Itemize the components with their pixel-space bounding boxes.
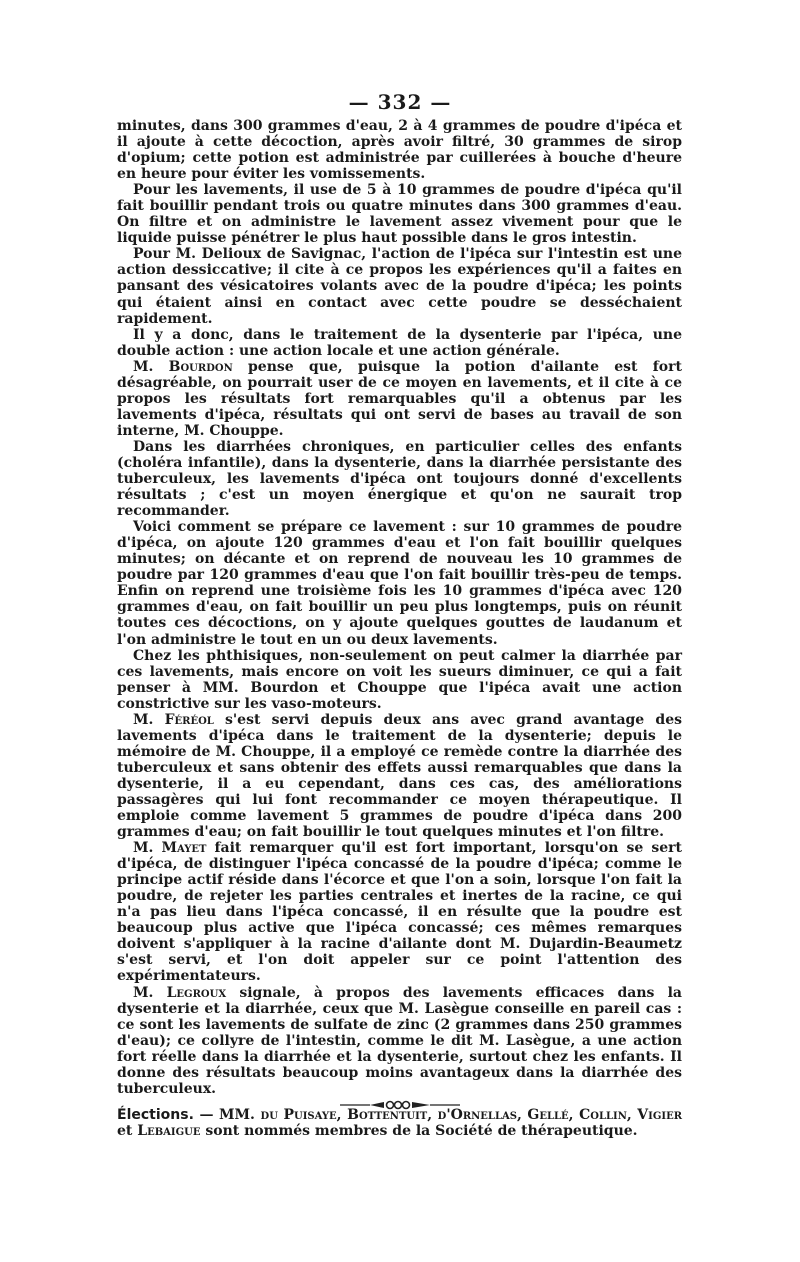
paragraph-fereol xyxy=(117,712,682,840)
speaker-name: M. Mayet xyxy=(133,840,207,857)
speaker-name: M. Bourdon xyxy=(133,358,233,375)
paragraph-diarrhees: Dans les diarrhées chroniques, en particulier celles des enfants (choléra infantile), dans la dysenterie, dans la diarrhée persistante des tuberculeux, les lavements d'ipéca ont toujours donné d'excellents résultats ; c'est un moyen énergique et qu'on ne saurait trop recommander. xyxy=(117,438,682,520)
elected-names: du Puisaye, Bottentuit, d'Ornellas, Gellé, Collin, Vigier xyxy=(260,1106,683,1123)
paragraph-text: fait remarquer qu'il est fort important, lorsqu'on se sert d'ipéca, de distinguer l'ipéca concassé de la poudre d'ipéca; comme le principe actif réside dans l'écorce et que l'on a soin, lorsque l'on fait la poudre, de rejeter les parties centrales et inertes de la racine, ce qui n'a pas lieu dans l'ipéca concassé, il en résulte que la poudre est beaucoup plus active que l'ipéca concassé; ces mêmes remarques doivent s'appliquer à la racine d'ailante dont M. Dujardin-Beaumetz s'est servi, et l'on doit appeler sur ce point l'attention des expérimentateurs. xyxy=(117,840,682,985)
speaker-name: M. Legroux xyxy=(133,984,227,1001)
paragraph-mayet xyxy=(117,840,682,984)
section-heading: Élections. xyxy=(117,1106,194,1123)
speaker-name: M. Féréol xyxy=(133,711,214,728)
paragraph-bourdon xyxy=(117,359,682,439)
elections-dash: — MM. xyxy=(193,1106,261,1123)
paragraph-delioux: Pour M. Delioux de Savignac, l'action de l'ipéca sur l'intestin est une action dessiccative; il cite à ce propos les expériences qu'il a faites en pansant des vésicatoires volants avec de la poudre d'ipéca; les points qui étaient ainsi en contact avec cette poudre se desséchaient rapidement. xyxy=(117,246,682,327)
paragraph-lavements: Pour les lavements, il use de 5 à 10 grammes de poudre d'ipéca qu'il fait bouillir pendant trois ou quatre minutes dans 300 grammes d'eau. On filtre et on administre le lavement assez vivement pour que le liquide puisse pénétrer le plus haut possible dans le gros intestin. xyxy=(117,182,682,247)
page-number: — 332 — xyxy=(348,90,452,114)
paragraph-legroux xyxy=(117,985,682,1097)
elections-text: sont nommés membres de la Société de thérapeutique. xyxy=(200,1122,638,1139)
article-body xyxy=(117,118,682,1139)
paragraph-text: signale, à propos des lavements efficaces dans la dysenterie et la diarrhée, ceux que M. Lasègue conseille en pareil cas : ce sont les lavements de sulfate de zinc (2 grammes dans 250 grammes d'eau); ce collyre de l'intestin, comme le dit M. Lasègue, a une action fort réelle dans la diarrhée et la dysenterie, surtout chez les enfants. Il donne des résultats beaucoup moins avantageux dans la diarrhée des tuberculeux. xyxy=(117,984,682,1097)
paragraph-phthisiques: Chez les phthisiques, non-seulement on peut calmer la diarrhée par ces lavements, mais encore on voit les sueurs diminuer, ce qui a fait penser à MM. Bourdon et Chouppe que l'ipéca avait une action constrictive sur les vaso-moteurs. xyxy=(117,647,682,712)
paragraph-ipeca-potion: minutes, dans 300 grammes d'eau, 2 à 4 grammes de poudre d'ipéca et il ajoute à cette décoction, après avoir filtré, 30 grammes de sirop d'opium; cette potion est administrée par cuillerées à bouche d'heure en heure pour éviter les vomissements. xyxy=(117,118,682,183)
paragraph-double-action: Il y a donc, dans le traitement de la dysenterie par l'ipéca, une double action : une action locale et une action générale. xyxy=(117,326,682,359)
elections-and: et xyxy=(117,1122,138,1139)
paragraph-preparation: Voici comment se prépare ce lavement : sur 10 grammes de poudre d'ipéca, on ajoute 120 grammes d'eau et l'on fait bouillir quelques minutes; on décante et on reprend de nouveau les 10 grammes de poudre par 120 grammes d'eau que l'on fait bouillir très-peu de temps. Enfin on reprend une troisième fois les 10 grammes d'ipéca avec 120 grammes d'eau, on fait bouillir un peu plus longtemps, puis on réunit toutes ces décoctions, on y ajoute quelques gouttes de laudanum et l'on administre le tout en un ou deux lavements. xyxy=(117,519,682,648)
elected-last-name: Lebaigue xyxy=(137,1122,201,1139)
ornament-divider-icon xyxy=(340,1098,460,1112)
paragraph-text: s'est servi depuis deux ans avec grand avantage des lavements d'ipéca dans le traitement de la dysenterie; depuis le mémoire de M. Chouppe, il a employé ce remède contre la diarrhée des tuberculeux et sans obtenir des effets aussi remarquables que dans la dysenterie, il a eu cependant, dans ces cas, des améliorations passagères qui lui font recommander ce moyen thérapeutique. Il emploie comme lavement 5 grammes de poudre d'ipéca dans 200 grammes d'eau; on fait bouillir le tout quelques minutes et l'on filtre. xyxy=(117,711,682,841)
paragraph-text: pense que, puisque la potion d'ailante est fort désagréable, on pourrait user de ce moyen en lavements, et il cite à ce propos les résultats fort remarquables qu'il a obtenus par les lavements d'ipéca, résultats qui ont servi de bases au travail de son interne, M. Chouppe. xyxy=(117,358,682,439)
